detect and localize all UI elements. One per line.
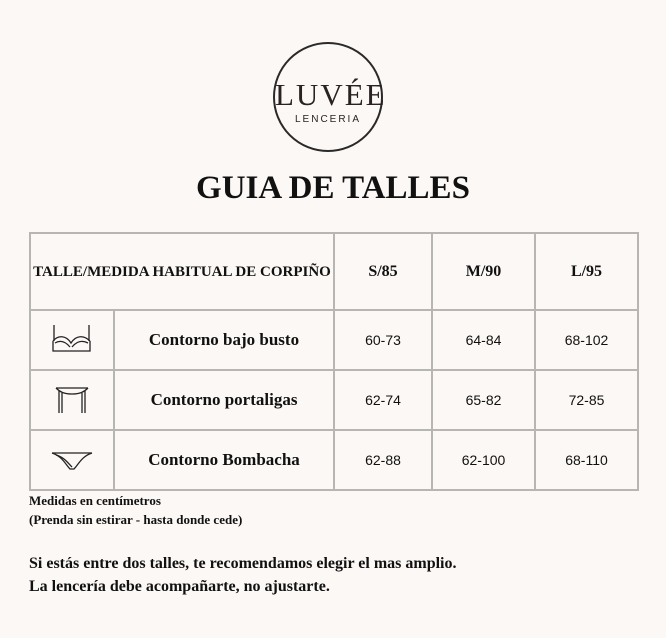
note-line: (Prenda sin estirar - hasta donde cede) <box>29 512 243 527</box>
header-main: TALLE/MEDIDA HABITUAL DE CORPIÑO <box>30 233 334 310</box>
header-size-m: M/90 <box>432 233 535 310</box>
cell-value: 62-74 <box>334 370 432 430</box>
cell-value: 62-88 <box>334 430 432 490</box>
footer-line: La lencería debe acompañarte, no ajustarte. <box>29 578 330 595</box>
table-row <box>30 370 638 430</box>
recommendation-text <box>29 552 457 598</box>
header-size-l: L/95 <box>535 233 638 310</box>
panty-icon <box>30 430 114 490</box>
cell-value: 62-100 <box>432 430 535 490</box>
cell-value: 60-73 <box>334 310 432 370</box>
bra-icon <box>30 310 114 370</box>
row-label: Contorno portaligas <box>114 370 334 430</box>
garter-belt-icon <box>30 370 114 430</box>
note-line: Medidas en centímetros <box>29 493 161 508</box>
size-guide-table <box>29 232 639 491</box>
brand-name: LUVÉE <box>275 77 387 112</box>
cell-value: 72-85 <box>535 370 638 430</box>
row-label: Contorno bajo busto <box>114 310 334 370</box>
row-label: Contorno Bombacha <box>114 430 334 490</box>
page-title: GUIA DE TALLES <box>196 170 470 206</box>
cell-value: 68-110 <box>535 430 638 490</box>
table-row <box>30 310 638 370</box>
brand-logo <box>273 42 387 152</box>
cell-value: 65-82 <box>432 370 535 430</box>
table-header-row <box>30 233 638 310</box>
cell-value: 68-102 <box>535 310 638 370</box>
table-row <box>30 430 638 490</box>
measurement-notes <box>29 491 242 529</box>
brand-subtitle: LENCERIA <box>294 114 361 125</box>
header-size-s: S/85 <box>334 233 432 310</box>
cell-value: 64-84 <box>432 310 535 370</box>
footer-line: Si estás entre dos talles, te recomendamos elegir el mas amplio. <box>29 555 457 572</box>
